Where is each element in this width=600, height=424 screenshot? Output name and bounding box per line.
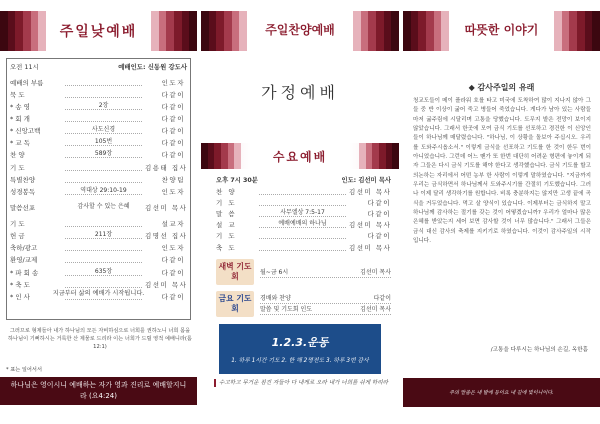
- order-item-detail: [65, 281, 142, 288]
- sunday-service-banner: [0, 11, 197, 51]
- dawn-prayer-leader: 김선미 목사: [360, 268, 391, 276]
- order-item-name: * 인 사: [10, 292, 30, 301]
- order-item-name: 헌 금: [10, 232, 25, 241]
- order-item-detail: 역대상 29:10-19: [65, 188, 142, 195]
- order-item-name: 묵 도: [10, 90, 25, 99]
- friday-prayer-label: 금요 기도회: [216, 291, 254, 317]
- order-row: [10, 230, 188, 242]
- dawn-prayer-row: [260, 267, 391, 278]
- order-row: [10, 173, 185, 185]
- order-item-person: 다같이: [367, 210, 391, 219]
- diamond-icon: ◆: [468, 83, 478, 92]
- dawn-prayer-body: [260, 267, 391, 278]
- order-item-detail: [65, 220, 142, 227]
- order-item-name: * 교 독: [10, 139, 30, 148]
- order-item-detail: [65, 176, 142, 183]
- story-signature: /고통을 다루시는 하나님의 손길, 옥한흠: [490, 347, 588, 353]
- order-item-detail: 사무엘상 7:5-17: [259, 210, 346, 217]
- order-row: [10, 197, 188, 217]
- wednesday-info: [216, 175, 391, 184]
- order-item-detail: 사도신경: [65, 127, 142, 134]
- order-row: [10, 88, 185, 100]
- order-item-person: 김선미 목사: [145, 280, 188, 289]
- friday-prayer-section: [216, 290, 391, 318]
- order-row: [10, 185, 185, 197]
- order-item-detail: 211장: [65, 232, 142, 239]
- order-item-name: 특별찬양: [10, 175, 36, 184]
- order-item-name: 찬 양: [216, 188, 237, 197]
- order-item-name: 축하/광고: [10, 244, 38, 253]
- dawn-prayer-time: 월~금 6시: [260, 268, 289, 276]
- order-item-person: 다같이: [161, 102, 185, 111]
- friday-prayer-leader: 김선미 목사: [360, 306, 391, 313]
- sunday-service-title: 주일낮예배: [59, 24, 138, 40]
- order-item-name: 예배의 부름: [10, 78, 44, 87]
- john-verse-banner: 하나님은 영이시니 예배하는 자가 영과 진리로 예배할지니라 (요4:24): [0, 377, 197, 405]
- order-row: [10, 100, 185, 112]
- order-row: [10, 76, 185, 88]
- friday-prayer-body: [260, 293, 391, 315]
- story-body: 청교도들이 메이 플라워 호를 타고 미국에 도착하여 많이 지나지 않아 그들 중 반 이상이 굶어 죽고 병들어 죽었습니다. 게다가 남아 있는 사람들마저 굶주림에 시달리며 고통을 당했습니다. 도무지 밭은 전망이 보이지 않았습니다. 그래서 한곳에 모여 금식 기도를 선포하고 경건한 이 신앙인들이 하나님께 매달렸습니다. "하나님, 이 상황을 돌보아 주십시오. 우리를 도와주시옵소서." 이렇게 금식을 선포하고 기도를 한 것이 한두 번이 아니었습니다. 그런데 어느 땐가 또 한번 대단히 어려운 형편에 놓이게 되자 그들은 다시 금식 기도를 해야 한다고 생각했습니다. 금식 기도를 할고 의논하는 자리에서 어떤 농부 한 사람이 이렇게 말하였습니다. "지금까지 우리는 금식하면서 하나님께서 도와주시기를 간절히 기도했습니다. 그러나 이제 달리 생각하기를 원합니다. 비록 충분하지는 않지만 고생 끝에 곡식을 거두었습니다. 먹고 살 양식이 있습니다. 이제부터는 금식하지 말고 하나님께 감사하는 절기를 갖는 것이 어떻겠습니까? 우리가 얼마나 많은 은혜를 받았는지 세어 보면 감사할 것이 너무 많습니다." 그래서 그들은 금식 대신 감사의 축제를 지키기로 하였습니다. 이것이 감사주일의 시작입니다.: [413, 98, 591, 245]
- order-item-name: 성경봉독: [10, 187, 36, 196]
- order-item-detail: [259, 188, 346, 195]
- matthew-quote: 수고하고 무거운 짐진 자들아 다 내게로 오라 내가 너희를 쉬게 하리라: [214, 379, 389, 387]
- banner-stripes-right: [359, 143, 399, 169]
- home-worship-title: 가정예배: [261, 83, 339, 102]
- order-item-person: 김명선 집사: [145, 232, 188, 241]
- story-title: [403, 82, 600, 93]
- order-item-detail: 2장: [65, 103, 142, 110]
- story-title-text: 감사주일의 유래: [477, 83, 535, 92]
- order-item-person: 김선미 목사: [349, 221, 392, 230]
- friday-prayer-row: [260, 293, 391, 304]
- order-row: [216, 241, 391, 252]
- friday-prayer-row: [260, 304, 391, 315]
- order-item-name: * 송 영: [10, 102, 30, 111]
- order-item-detail: [65, 91, 142, 98]
- order-item-person: 찬양팀: [161, 175, 185, 184]
- order-item-person: 김용태 집사: [145, 163, 188, 172]
- order-item-person: 다같이: [367, 232, 391, 241]
- praise-service-title: 주일찬양예배: [265, 23, 335, 37]
- dawn-prayer-section: [216, 258, 391, 286]
- sunday-service-panel: [0, 0, 197, 424]
- dawn-prayer-label: 새벽 기도회: [216, 259, 254, 285]
- order-item-detail: [65, 256, 142, 263]
- order-item-person: 다같이: [161, 90, 185, 99]
- praise-service-banner: [201, 11, 399, 51]
- order-item-person: 김선미 목사: [349, 188, 392, 197]
- order-row: [216, 230, 391, 241]
- order-item-detail: 589장: [65, 151, 142, 158]
- order-item-person: 다같이: [367, 199, 391, 208]
- order-item-name: * 신앙고백: [10, 127, 41, 136]
- banner-stripes-right: [151, 11, 197, 51]
- service-header: [10, 62, 187, 71]
- order-row: [216, 219, 391, 230]
- order-item-detail: 635장: [65, 269, 142, 276]
- order-item-detail: [65, 244, 142, 251]
- order-row: [10, 254, 185, 266]
- friday-prayer-leader: 다같이: [373, 295, 391, 302]
- order-item-person: 인도자: [161, 187, 185, 196]
- order-item-name: * 파 회 송: [10, 268, 39, 277]
- order-item-name: 기 도: [216, 199, 237, 208]
- service-time: 오전 11시: [10, 63, 39, 71]
- wednesday-time: 오후 7시 30분: [216, 177, 258, 184]
- order-item-name: 설 교: [216, 221, 237, 230]
- order-item-person: 다같이: [161, 151, 185, 160]
- order-item-person: 김선미 목사: [349, 243, 392, 252]
- order-item-detail: 예배예배의 하나님: [259, 221, 346, 228]
- praise-service-panel: [201, 0, 399, 424]
- order-item-person: 인도자: [161, 78, 185, 87]
- order-row: [10, 125, 185, 137]
- order-item-name: 환영/교제: [10, 256, 38, 265]
- banner-stripes-right: [554, 11, 600, 51]
- wednesday-service-banner: [201, 143, 399, 169]
- order-row: [216, 197, 391, 208]
- wednesday-order-list: [216, 186, 391, 253]
- movement-title: 1.2.3.운동: [271, 336, 329, 349]
- order-row: [216, 208, 391, 219]
- order-item-detail: [259, 232, 346, 239]
- order-row: [10, 137, 185, 149]
- order-item-person: 설교자: [161, 219, 185, 228]
- warm-story-banner: [403, 11, 600, 51]
- romans-quote: 그러므로 형제들아 내가 하나님의 모든 자비하심으로 너희를 권하노니 너희 몸을 하나님이 기뻐하시는 거룩한 산 제물로 드리라 이는 너희가 드릴 영적 예배니라(롬 12:1): [8, 328, 192, 350]
- order-item-name: 말씀선포: [10, 203, 36, 212]
- order-item-name: * 회 개: [10, 114, 30, 123]
- order-item-person: 다같이: [161, 127, 185, 136]
- order-item-person: 다같이: [161, 256, 185, 265]
- warm-story-title: 따뜻한 이야기: [464, 23, 539, 37]
- order-item-detail: 105번: [65, 139, 142, 146]
- order-item-name: 말 씀: [216, 210, 237, 219]
- wednesday-service-title: 수요예배: [272, 150, 328, 164]
- order-item-person: 다같이: [161, 114, 185, 123]
- order-row: [10, 161, 188, 173]
- order-item-person: 다같이: [161, 292, 185, 301]
- order-item-name: 축 도: [216, 243, 237, 252]
- order-row: [216, 186, 391, 197]
- order-item-person: 다같이: [161, 268, 185, 277]
- movement-subtitle: 1. 하루 1시간 기도 2. 한 해 2명전도 3. 하루 3번 감사: [231, 358, 369, 364]
- order-item-name: 기 도: [10, 163, 25, 172]
- service-order-list: [10, 76, 188, 302]
- friday-prayer-item: 경배와 찬양: [260, 295, 291, 302]
- order-item-name: 찬 양: [10, 151, 25, 160]
- order-item-person: 김선미 목사: [145, 203, 188, 212]
- life-worship-memo: 지금부터 삶의 예배가 시작됩니다.: [52, 290, 145, 297]
- service-leader: 예배인도: 신동원 강도사: [118, 63, 187, 71]
- order-row: [10, 217, 185, 229]
- order-item-person: 인도자: [161, 244, 185, 253]
- order-item-detail: [65, 79, 142, 86]
- warm-story-panel: [403, 0, 600, 424]
- order-item-detail: [259, 244, 346, 251]
- order-row: [10, 266, 185, 278]
- order-item-detail: [259, 199, 346, 206]
- friday-prayer-item: 말씀 및 기도회 인도: [260, 306, 313, 313]
- 123-movement-box: [219, 324, 381, 374]
- order-item-detail: [65, 164, 142, 171]
- order-item-name: * 축 도: [10, 280, 30, 289]
- wednesday-leader: 인도: 김선미 목사: [341, 177, 391, 184]
- order-row: [10, 149, 185, 161]
- order-item-person: 다같이: [161, 139, 185, 148]
- order-item-name: 기 도: [216, 232, 237, 241]
- order-row: [10, 112, 185, 124]
- psalm-verse-banner: 주의 말씀은 내 발에 등이요 내 길에 빛이니이다.: [403, 378, 600, 407]
- order-item-name: 기 도: [10, 219, 25, 228]
- sermon-title: 감사할 수 있는 은혜: [77, 203, 130, 211]
- banner-stripes-right: [353, 11, 399, 51]
- order-item-detail: [65, 115, 142, 122]
- standing-note: * 표는 일어서서: [6, 367, 42, 373]
- order-row: [10, 242, 185, 254]
